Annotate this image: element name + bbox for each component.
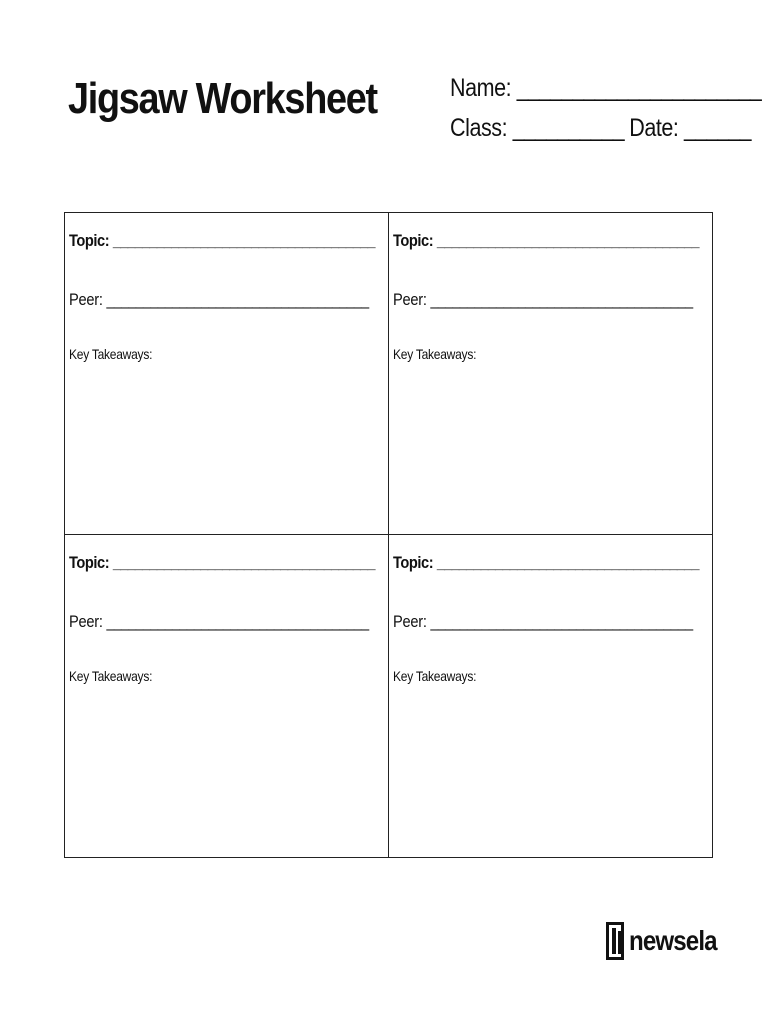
- jigsaw-box-1: [65, 213, 389, 535]
- topic-field[interactable]: ____________________________________: [112, 553, 375, 572]
- date-field[interactable]: ______: [684, 114, 751, 142]
- peer-field[interactable]: ____________________________________: [429, 290, 692, 309]
- peer-label: Peer:: [69, 612, 103, 631]
- peer-field[interactable]: ____________________________________: [106, 612, 369, 631]
- jigsaw-box-4: [389, 535, 713, 857]
- topic-field[interactable]: ____________________________________: [436, 231, 699, 250]
- jigsaw-box-3: [65, 535, 389, 857]
- key-takeaways-label: Key Takeaways:: [69, 668, 153, 684]
- name-field[interactable]: ______________________: [516, 74, 761, 102]
- peer-line: [69, 290, 368, 310]
- topic-line: [69, 231, 375, 251]
- peer-field[interactable]: ____________________________________: [429, 612, 692, 631]
- peer-line: [393, 290, 692, 310]
- topic-line: [393, 553, 699, 573]
- name-line: [450, 74, 761, 103]
- peer-label: Peer:: [392, 290, 427, 309]
- newsela-book-icon: [606, 922, 624, 960]
- peer-label: Peer:: [392, 612, 427, 631]
- worksheet-title: Jigsaw Worksheet: [68, 74, 377, 123]
- newsela-logo: [606, 918, 731, 964]
- peer-field[interactable]: ____________________________________: [106, 290, 369, 309]
- topic-field[interactable]: ____________________________________: [112, 231, 375, 250]
- jigsaw-box-2: [389, 213, 713, 535]
- class-label: Class:: [450, 114, 508, 142]
- key-takeaways-label: Key Takeaways:: [392, 668, 476, 684]
- topic-line: [393, 231, 699, 251]
- key-takeaways-label: Key Takeaways:: [69, 346, 153, 362]
- peer-line: [393, 612, 692, 632]
- topic-field[interactable]: ____________________________________: [436, 553, 699, 572]
- topic-label: Topic:: [69, 553, 110, 572]
- date-label: Date:: [629, 114, 679, 142]
- topic-label: Topic:: [392, 553, 433, 572]
- topic-label: Topic:: [392, 231, 433, 250]
- class-field[interactable]: __________: [512, 114, 624, 142]
- jigsaw-grid: [64, 212, 713, 858]
- logo-text: newsela: [629, 925, 717, 956]
- peer-line: [69, 612, 368, 632]
- key-takeaways-label: Key Takeaways:: [392, 346, 476, 362]
- topic-line: [69, 553, 375, 573]
- topic-label: Topic:: [69, 231, 110, 250]
- name-label: Name:: [450, 74, 512, 102]
- class-date-line: [450, 114, 751, 143]
- peer-label: Peer:: [69, 290, 103, 309]
